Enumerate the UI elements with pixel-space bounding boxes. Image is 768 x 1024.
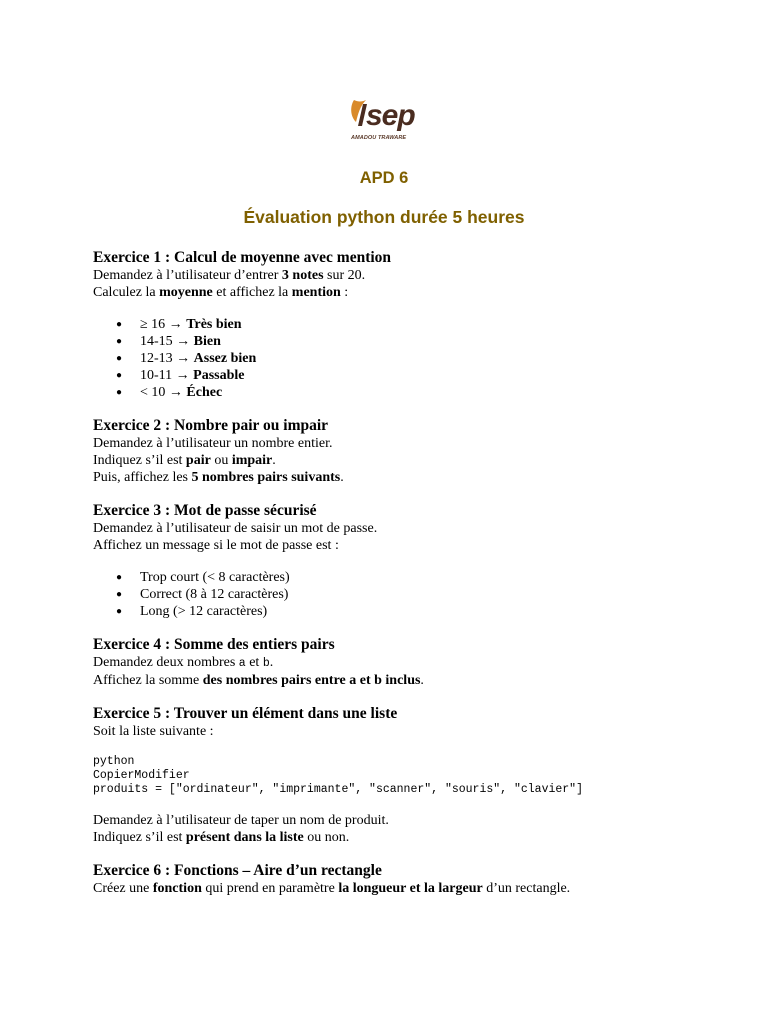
code-block-copy-label: CopierModifier xyxy=(93,769,190,782)
svg-text:sep: sep xyxy=(366,99,415,132)
exercise-1-line-1: Demandez à l’utilisateur d’entrer 3 notes sur 20. xyxy=(93,268,366,283)
list-item: ● ≥ 16 → Très bien xyxy=(116,317,242,332)
exercise-4 xyxy=(93,636,733,689)
code-block-language: python xyxy=(93,755,135,768)
list-item: ● Long (> 12 caractères) xyxy=(116,604,268,619)
exercise-5-line-1: Soit la liste suivante : xyxy=(93,724,214,739)
exercise-6-title: Exercice 6 : Fonctions – Aire d’un rectangle xyxy=(93,862,382,879)
bullet-icon: ● xyxy=(116,336,123,347)
mention-list xyxy=(93,316,733,401)
list-item: ● < 10 → Échec xyxy=(116,385,223,400)
logo-subtitle: AMADOU TRAWARE xyxy=(351,135,407,141)
exercise-4-line-2: Affichez la somme des nombres pairs entre a et b inclus. xyxy=(93,673,424,688)
code-block-line: produits = ["ordinateur", "imprimante", "scanner", "souris", "clavier"] xyxy=(93,783,583,796)
exercise-3-title: Exercice 3 : Mot de passe sécurisé xyxy=(93,502,317,519)
exercise-4-title: Exercice 4 : Somme des entiers pairs xyxy=(93,636,335,653)
exercise-5-title: Exercice 5 : Trouver un élément dans une liste xyxy=(93,705,398,722)
password-list xyxy=(93,569,733,620)
bullet-icon: ● xyxy=(116,572,123,583)
exercise-3-line-1: Demandez à l’utilisateur de saisir un mot de passe. xyxy=(93,521,378,536)
exercise-4-line-1: Demandez deux nombres a et b. xyxy=(93,655,274,670)
exercise-5 xyxy=(93,705,733,846)
exercise-2-line-2: Indiquez s’il est pair ou impair. xyxy=(93,453,276,468)
document-code: APD 6 xyxy=(359,169,409,187)
exercise-list xyxy=(93,249,733,897)
exercise-2-line-1: Demandez à l’utilisateur un nombre entier. xyxy=(93,436,333,451)
exercise-3-line-2: Affichez un message si le mot de passe est : xyxy=(93,538,339,553)
list-item: ● Correct (8 à 12 caractères) xyxy=(116,587,289,602)
exercise-1-title: Exercice 1 : Calcul de moyenne avec mention xyxy=(93,249,392,266)
exercise-3 xyxy=(93,502,733,620)
exercise-1 xyxy=(93,249,733,401)
bullet-icon: ● xyxy=(116,370,123,381)
exercise-2 xyxy=(93,417,733,486)
exercise-2-line-3: Puis, affichez les 5 nombres pairs suivants. xyxy=(93,470,344,485)
bullet-icon: ● xyxy=(116,387,123,398)
exercise-6-line-1: Créez une fonction qui prend en paramètre la longueur et la largeur d’un rectangle. xyxy=(93,881,571,896)
exercise-6 xyxy=(93,862,733,897)
exercise-1-line-2: Calculez la moyenne et affichez la mention : xyxy=(93,285,349,300)
bullet-icon: ● xyxy=(116,589,123,600)
bullet-icon: ● xyxy=(116,319,123,330)
list-item: ● Trop court (< 8 caractères) xyxy=(116,570,290,585)
bullet-icon: ● xyxy=(116,606,123,617)
exercise-5-line-3: Indiquez s’il est présent dans la liste ou non. xyxy=(93,830,350,845)
exercise-2-title: Exercice 2 : Nombre pair ou impair xyxy=(93,417,329,434)
exercise-5-line-2: Demandez à l’utilisateur de taper un nom de produit. xyxy=(93,813,389,828)
list-item: ● 10-11 → Passable xyxy=(116,368,245,383)
bullet-icon: ● xyxy=(116,353,123,364)
document-title: Évaluation python durée 5 heures xyxy=(243,207,525,227)
list-item: ● 14-15 → Bien xyxy=(116,334,221,349)
list-item: ● 12-13 → Assez bien xyxy=(116,351,257,366)
